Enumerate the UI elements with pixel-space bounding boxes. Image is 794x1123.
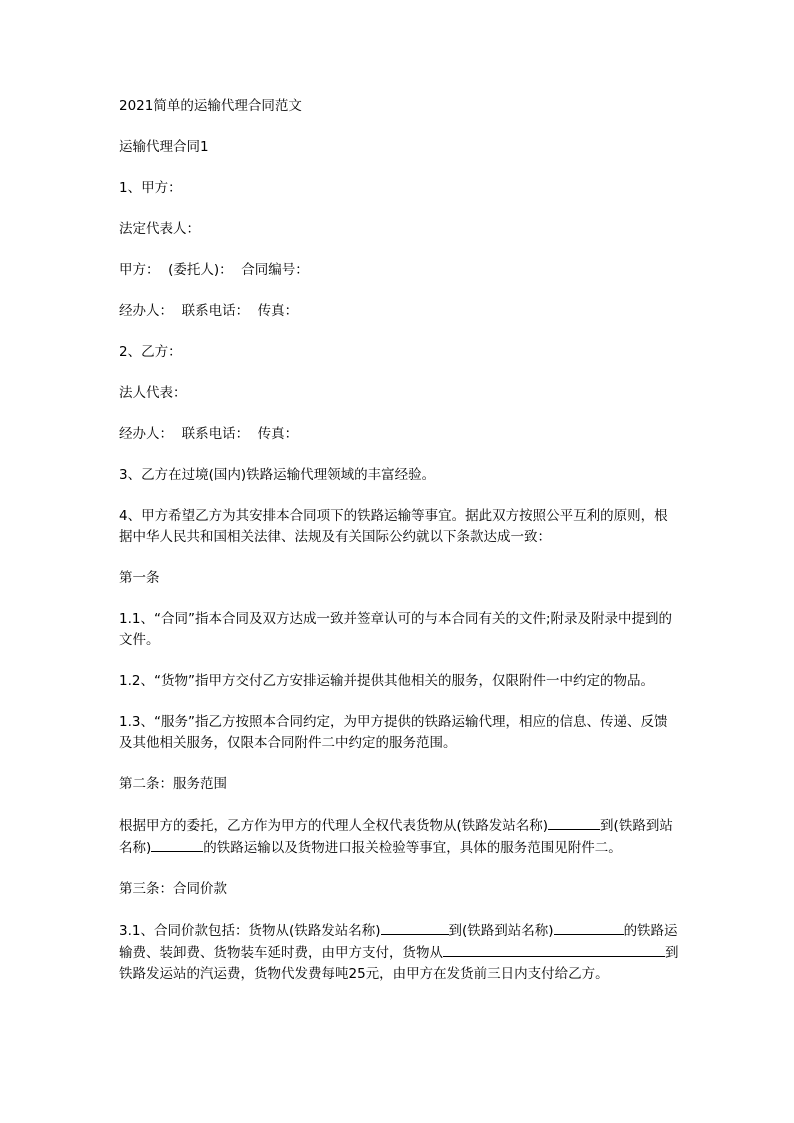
scope-text-a: 根据甲方的委托，乙方作为甲方的代理人全权代表货物从(铁路发站名称) — [119, 818, 549, 834]
price-text-a: 3.1、合同价款包括：货物从(铁路发站名称) — [119, 923, 381, 939]
article-2-heading: 第二条：服务范围 — [119, 776, 227, 792]
clause-4: 4、甲方希望乙方为其安排本合同项下的铁路运输等事宜。据此双方按照公平互利的原则，根据中华人民共和国相关法律、法规及有关国际公约就以下条款达成一致： — [119, 508, 668, 545]
party-a-agent-line: 经办人： 联系电话： 传真： — [119, 303, 299, 319]
contract-heading: 运输代理合同1 — [119, 139, 209, 155]
departure-station-blank — [548, 815, 600, 830]
arrival-station-blank — [151, 837, 203, 852]
price-text-d: 到铁路发运站的汽运费，货物代发费每吨25元，由甲方在发货前三日内支付给乙方。 — [119, 945, 679, 982]
service-scope-paragraph — [119, 815, 679, 859]
document-body — [119, 96, 679, 985]
definition-1-3: 1.3、“服务”指乙方按照本合同约定，为甲方提供的铁路运输代理，相应的信息、传递、反馈及其他相关服务，仅限本合同附件二中约定的服务范围。 — [119, 714, 668, 751]
party-b-label: 2、乙方： — [119, 344, 182, 360]
pickup-location-blank — [443, 942, 665, 957]
price-paragraph — [119, 920, 679, 985]
party-a-label: 1、甲方： — [119, 180, 182, 196]
article-3-heading: 第三条：合同价款 — [119, 881, 227, 897]
party-a-client-line: 甲方： (委托人)： 合同编号： — [119, 262, 309, 278]
price-departure-station-blank — [381, 920, 449, 935]
party-b-agent-line: 经办人： 联系电话： 传真： — [119, 426, 299, 442]
definition-1-2: 1.2、“货物”指甲方交付乙方安排运输并提供其他相关的服务，仅限附件一中约定的物品。 — [119, 673, 654, 689]
scope-text-c: 的铁路运输以及货物进口报关检验等事宜，具体的服务范围见附件二。 — [203, 840, 622, 856]
legal-representative-label: 法定代表人： — [119, 221, 200, 237]
scope-text-b: 到(铁路到站名称) — [119, 818, 673, 856]
price-arrival-station-blank — [554, 920, 624, 935]
price-text-c: 的铁路运输费、装卸费、货物装车延时费，由甲方支付，货物从 — [119, 923, 678, 961]
definition-1-1: 1.1、“合同”指本合同及双方达成一致并签章认可的与本合同有关的文件;附录及附录中提到的文件。 — [119, 611, 673, 648]
corporate-representative-label: 法人代表： — [119, 385, 187, 401]
price-text-b: 到(铁路到站名称) — [448, 923, 554, 939]
document-title: 2021简单的运输代理合同范文 — [119, 98, 302, 114]
article-1-heading: 第一条 — [119, 570, 160, 586]
clause-3: 3、乙方在过境(国内)铁路运输代理领域的丰富经验。 — [119, 467, 436, 483]
